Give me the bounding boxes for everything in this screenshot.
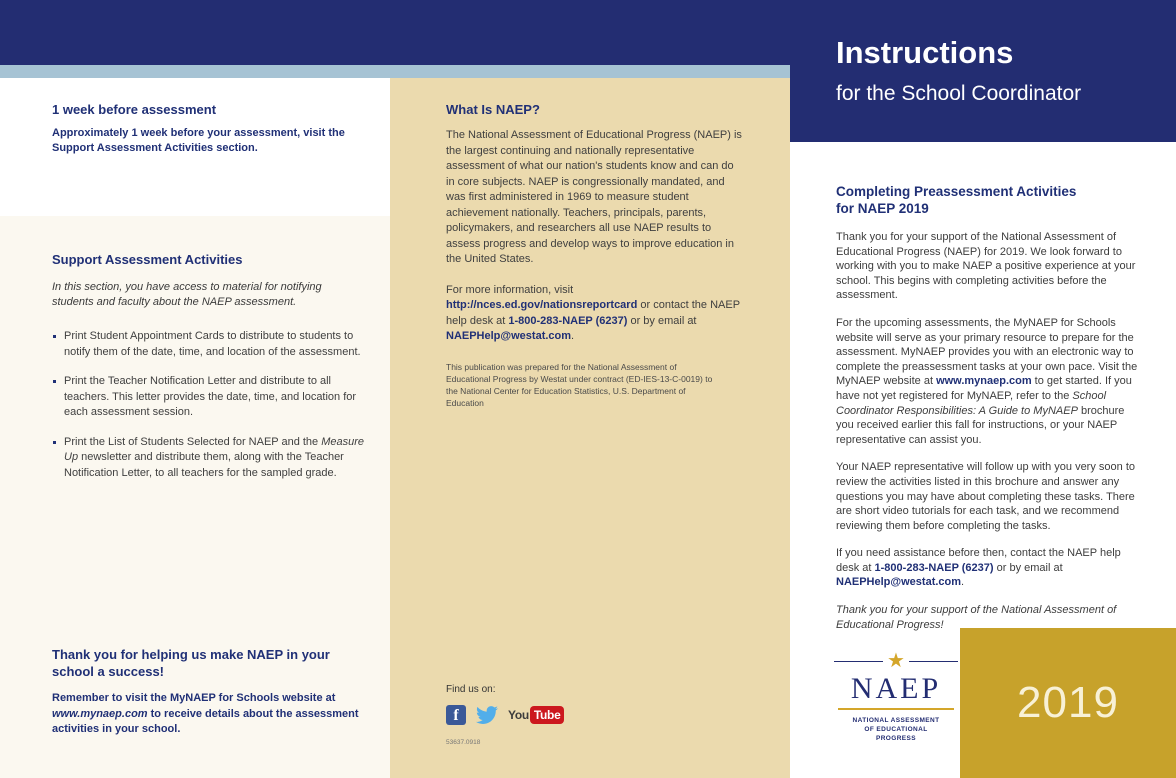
closing-thanks-paragraph: Thank you for your support of the National Assessment of Educational Progress! [836, 604, 1117, 631]
panel-left [0, 0, 390, 778]
panel-middle [390, 0, 790, 778]
more-info-text: or contact the NAEP help desk at [446, 299, 740, 327]
facebook-glyph: f [453, 707, 459, 724]
naep-logo [834, 650, 958, 743]
thank-you-body [52, 691, 364, 738]
paragraph [836, 546, 1139, 590]
print-code: 53637.0918 [446, 739, 481, 746]
support-activities-section [52, 252, 366, 495]
what-is-naep-heading: What Is NAEP? [446, 102, 540, 117]
help-desk-email-link[interactable]: NAEPHelp@westat.com [836, 576, 962, 589]
preassessment-heading-line2: for NAEP 2019 [836, 201, 929, 216]
find-us-on-label: Find us on: [446, 684, 496, 695]
twitter-icon[interactable] [476, 704, 498, 726]
cover-header-block [790, 0, 1176, 142]
thank-you-text: to receive details about the assessment activities in your school. [52, 707, 359, 735]
blue-stripe [0, 65, 390, 78]
blue-stripe [390, 65, 790, 78]
social-icons-row [446, 704, 686, 726]
naep-caption [834, 716, 958, 743]
top-navy-band [0, 0, 390, 65]
logo-gold-rule [838, 708, 954, 710]
bullet-text: Print the Teacher Notification Letter and distribute to all teachers. This letter provides the date, time, and location for each assessment session. [64, 375, 357, 418]
thank-you-section [52, 646, 364, 738]
thank-you-heading: Thank you for helping us make NAEP in your school a success! [52, 647, 330, 679]
list-item [52, 329, 366, 360]
preassessment-section [836, 183, 1139, 645]
list-item [52, 374, 366, 421]
naep-wordmark: NAEP [850, 672, 942, 705]
help-desk-phone: 1-800-283-NAEP (6237) [874, 561, 994, 574]
preassessment-heading [836, 183, 1139, 217]
bullet-text: newsletter and distribute them, along with the Teacher Notification Letter, to all teachers for the sampled grade. [64, 451, 344, 479]
naep-caption-line3: PROGRESS [875, 735, 917, 742]
more-information-paragraph [446, 283, 742, 345]
paragraph-text: or by email at [993, 561, 1063, 574]
bullet-text: Print the List of Students Selected for NAEP and the [64, 435, 322, 448]
panel-right [790, 0, 1176, 778]
more-info-text: For more information, visit [446, 283, 574, 296]
youtube-you-text: You [508, 708, 529, 722]
what-is-naep-body: The National Assessment of Educational Progress (NAEP) is the largest continuing and nationally representative assessment of what our nation's students know and can do in core subjects. NAEP is congressionally mandated, and was first administered in 1969 to measure student achievement nationally. Teachers, principals, parents, policymakers, and researchers all use NAEP results to assess progress and develop ways to improve education in the United States. [446, 129, 742, 265]
year-text: 2019 [1017, 678, 1119, 727]
thank-you-text: Remember to visit the MyNAEP for Schools website at [52, 692, 336, 704]
youtube-tube-badge: Tube [530, 706, 565, 724]
week-before-body: Approximately 1 week before your assessment, visit the Support Assessment Activities section. [52, 127, 345, 154]
newsletter-title: Measure Up [64, 435, 365, 463]
brochure-title-reference: School Coordinator Responsibilities: A Guide to MyNAEP [836, 389, 1107, 417]
more-info-text: . [571, 330, 575, 342]
facebook-icon[interactable] [446, 705, 466, 725]
paragraph-text: brochure you received earlier this fall for instructions, or your NAEP representative can assist you. [836, 404, 1125, 446]
publication-fine-print: This publication was prepared for the National Assessment of Educational Progress by Westat under contract (ED-IES-13-C-0019) to the National Center for Education Statistics, U.S. Department of Education [446, 361, 713, 408]
what-is-naep-section [446, 102, 742, 409]
support-activities-list [52, 329, 366, 481]
logo-rule-right [909, 661, 958, 662]
preassessment-heading-line1: Completing Preassessment Activities [836, 184, 1077, 199]
social-media-section [446, 684, 686, 746]
year-block [960, 628, 1176, 778]
logo-star-row [834, 650, 958, 672]
cover-title: Instructions [836, 35, 1014, 70]
naep-caption-line2: OF EDUCATIONAL [864, 726, 928, 733]
mynaep-link[interactable]: www.mynaep.com [52, 707, 148, 720]
youtube-icon[interactable] [508, 706, 564, 724]
paragraph-text: . [961, 576, 965, 589]
support-activities-intro: In this section, you have access to material for notifying students and faculty about the NAEP assessment. [52, 281, 322, 308]
paragraph-text: If you need assistance before then, contact the NAEP help desk at [836, 547, 1121, 574]
more-info-text: or by email at [627, 314, 697, 327]
paragraph [836, 316, 1139, 447]
help-desk-phone: 1-800-283-NAEP (6237) [508, 314, 628, 327]
support-activities-heading: Support Assessment Activities [52, 252, 243, 267]
paragraph: Your NAEP representative will follow up with you very soon to review the activities listed in this brochure and answer any questions you may have about completing these tasks. There are short video tutorials for each task, and we recommend reviewing them before completing the tasks. [836, 461, 1135, 532]
paragraph: Thank you for your support of the National Assessment of Educational Progress (NAEP) for 2019. We look forward to working with you to make NAEP a positive experience at your school. This begins with completing activities before the assessment. [836, 231, 1136, 302]
top-navy-band [390, 0, 790, 65]
naep-caption-line1: NATIONAL ASSESSMENT [852, 717, 940, 724]
bullet-text: Print Student Appointment Cards to distribute to students to notify them of the date, time, and location of the assessment. [64, 330, 361, 358]
cover-subtitle: for the School Coordinator [836, 82, 1082, 105]
paragraph-text: to get started. If you have not yet registered for MyNAEP, refer to the [836, 375, 1132, 402]
mynaep-link[interactable]: www.mynaep.com [936, 375, 1032, 388]
week-before-heading: 1 week before assessment [52, 102, 217, 117]
logo-rule-left [834, 661, 883, 662]
star-icon: ★ [887, 650, 905, 672]
help-desk-email-link[interactable]: NAEPHelp@westat.com [446, 330, 572, 342]
list-item [52, 435, 366, 482]
week-before-section [52, 102, 358, 156]
nationsreportcard-link[interactable]: http://nces.ed.gov/nationsreportcard [446, 299, 638, 311]
paragraph-text: For the upcoming assessments, the MyNAEP for Schools website will serve as your primary resource to prepare for the assessment. MyNAEP provides you with an electronic way to complete the preassessment tasks at your own pace. Visit the MyNAEP website at [836, 316, 1138, 388]
